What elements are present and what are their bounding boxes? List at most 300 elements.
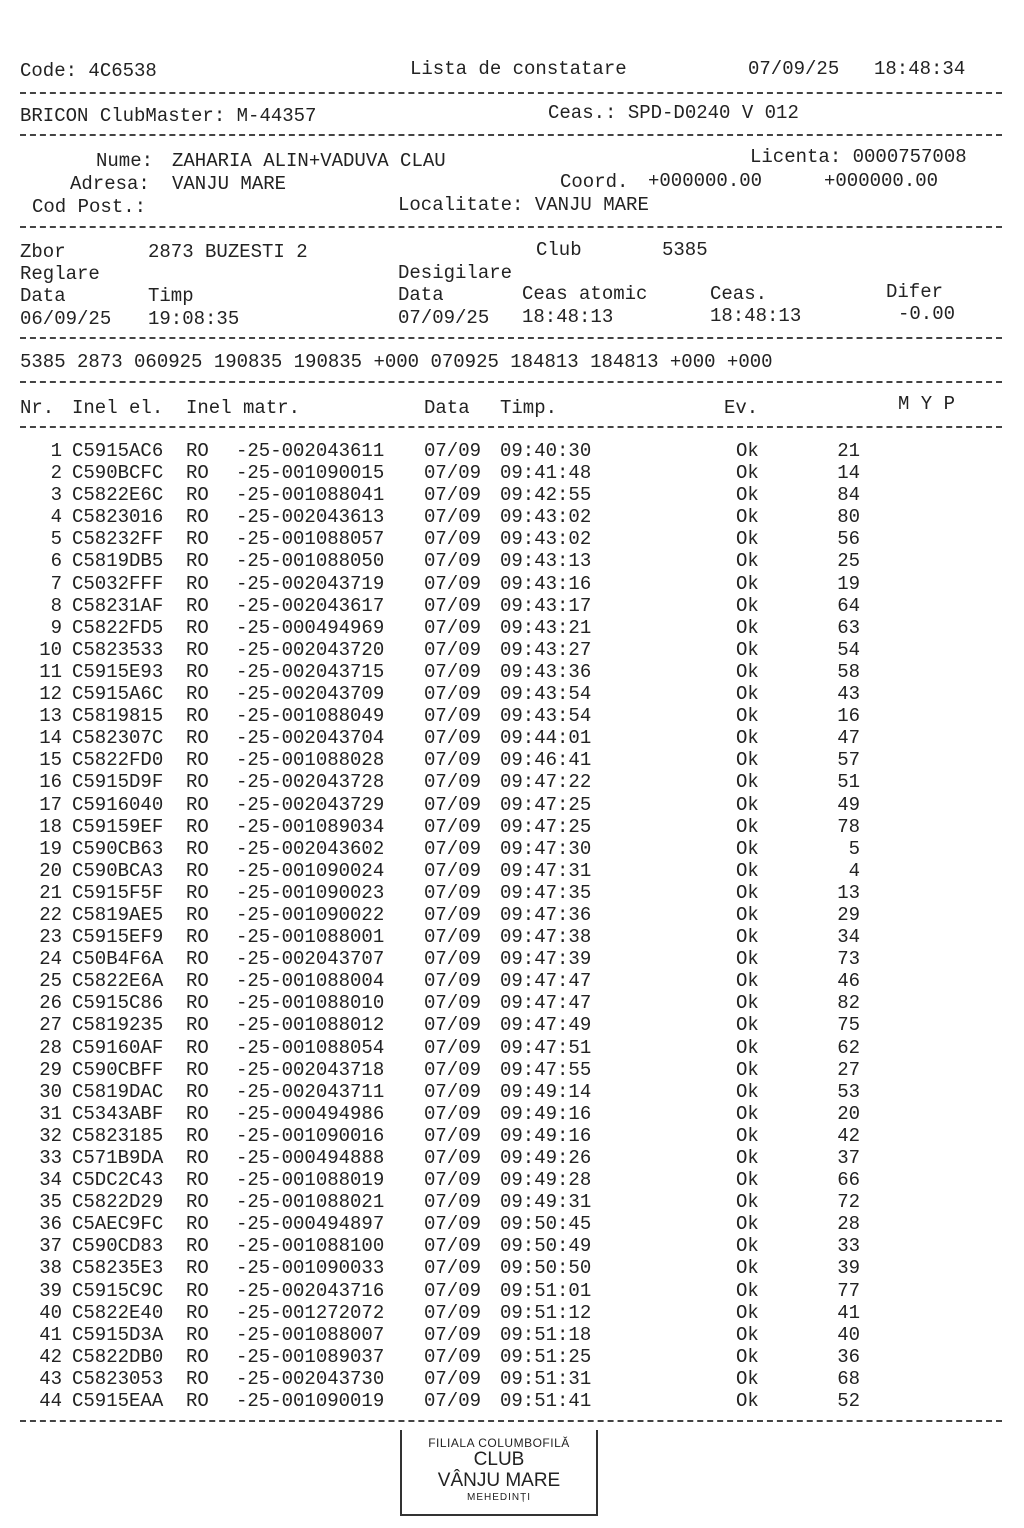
- table-row: [0, 1147, 1024, 1169]
- row-value: 20: [837, 1102, 860, 1125]
- arrival-date: 07/09: [424, 462, 482, 485]
- row-value: 41: [837, 1301, 860, 1324]
- clock-id: Ceas.: SPD-D0240 V 012: [548, 102, 799, 124]
- event-status: Ok: [736, 484, 759, 507]
- event-status: Ok: [736, 550, 759, 573]
- row-number: 19: [39, 837, 62, 860]
- ring-number: -25-002043715: [236, 660, 385, 683]
- table-row: [0, 838, 1024, 860]
- table-row: [0, 705, 1024, 727]
- ring-number: -25-001088049: [236, 705, 385, 728]
- arrival-date: 07/09: [424, 660, 482, 683]
- event-status: Ok: [736, 1390, 759, 1413]
- row-number: 6: [50, 550, 62, 573]
- row-number: 37: [39, 1235, 62, 1258]
- ring-electronic: C58235E3: [72, 1257, 164, 1280]
- ring-country: RO: [186, 1213, 209, 1236]
- arrival-time: 09:43:54: [500, 705, 592, 728]
- col-event: Ev.: [724, 397, 759, 419]
- club-number: 5385: [662, 239, 708, 261]
- arrival-date: 07/09: [424, 594, 482, 617]
- ring-country: RO: [186, 660, 209, 683]
- table-row: [0, 1390, 1024, 1412]
- club-label: Club: [536, 239, 582, 261]
- arrival-date: 07/09: [424, 550, 482, 573]
- ring-country: RO: [186, 1080, 209, 1103]
- arrival-time: 09:49:26: [500, 1147, 592, 1169]
- table-row: [0, 794, 1024, 816]
- ring-number: -25-002043711: [236, 1080, 385, 1103]
- event-status: Ok: [736, 970, 759, 993]
- row-value: 84: [837, 484, 860, 507]
- row-number: 36: [39, 1213, 62, 1236]
- row-number: 38: [39, 1257, 62, 1280]
- arrival-date: 07/09: [424, 638, 482, 661]
- row-number: 16: [39, 771, 62, 794]
- row-value: 53: [837, 1080, 860, 1103]
- arrival-time: 09:47:22: [500, 771, 592, 794]
- row-number: 24: [39, 948, 62, 971]
- ring-number: -25-001090015: [236, 462, 385, 485]
- row-value: 36: [837, 1345, 860, 1368]
- event-status: Ok: [736, 749, 759, 772]
- table-row: [0, 771, 1024, 793]
- ring-electronic: C59160AF: [72, 1036, 164, 1059]
- table-row: [0, 904, 1024, 926]
- ring-country: RO: [186, 881, 209, 904]
- event-status: Ok: [736, 992, 759, 1015]
- arrival-time: 09:47:36: [500, 903, 592, 926]
- arrival-time: 09:51:18: [500, 1323, 592, 1346]
- row-number: 39: [39, 1279, 62, 1302]
- ring-number: -25-001088057: [236, 528, 385, 551]
- ring-number: -25-001088100: [236, 1235, 385, 1258]
- arrival-time: 09:51:25: [500, 1345, 592, 1368]
- ring-number: -25-001088050: [236, 550, 385, 573]
- arrival-time: 09:49:16: [500, 1124, 592, 1147]
- event-status: Ok: [736, 1323, 759, 1346]
- arrival-date: 07/09: [424, 1147, 482, 1169]
- event-status: Ok: [736, 903, 759, 926]
- ring-number: -25-001090019: [236, 1390, 385, 1413]
- ring-country: RO: [186, 1323, 209, 1346]
- event-status: Ok: [736, 705, 759, 728]
- ring-country: RO: [186, 484, 209, 507]
- event-status: Ok: [736, 926, 759, 949]
- arrival-time: 09:44:01: [500, 727, 592, 750]
- event-status: Ok: [736, 616, 759, 639]
- arrival-date: 07/09: [424, 903, 482, 926]
- row-number: 18: [39, 815, 62, 838]
- ring-electronic: C5822E40: [72, 1301, 164, 1324]
- row-number: 8: [50, 594, 62, 617]
- arrival-date: 07/09: [424, 771, 482, 794]
- event-status: Ok: [736, 859, 759, 882]
- col-date: Data: [424, 397, 470, 419]
- arrival-time: 09:43:17: [500, 594, 592, 617]
- setting-date-label: Data: [20, 285, 66, 307]
- ring-electronic: C5915E93: [72, 660, 164, 683]
- setting-time: 19:08:35: [148, 308, 240, 330]
- arrival-date: 07/09: [424, 1279, 482, 1302]
- arrival-time: 09:47:31: [500, 859, 592, 882]
- event-status: Ok: [736, 1102, 759, 1125]
- row-number: 9: [50, 616, 62, 639]
- arrival-date: 07/09: [424, 1080, 482, 1103]
- ring-number: -25-002043613: [236, 506, 385, 529]
- table-row: [0, 1235, 1024, 1257]
- table-row: [0, 595, 1024, 617]
- table-row: [0, 528, 1024, 550]
- ring-electronic: C5916040: [72, 793, 164, 816]
- table-row: [0, 1213, 1024, 1235]
- ring-electronic: C590CD83: [72, 1235, 164, 1258]
- row-value: 14: [837, 462, 860, 485]
- row-value: 64: [837, 594, 860, 617]
- ring-number: -25-001090033: [236, 1257, 385, 1280]
- row-value: 4: [848, 859, 860, 882]
- ring-country: RO: [186, 948, 209, 971]
- arrival-date: 07/09: [424, 1014, 482, 1037]
- arrival-date: 07/09: [424, 683, 482, 706]
- arrival-date: 07/09: [424, 1390, 482, 1413]
- row-number: 35: [39, 1191, 62, 1214]
- ring-country: RO: [186, 705, 209, 728]
- event-status: Ok: [736, 1213, 759, 1236]
- event-status: Ok: [736, 638, 759, 661]
- row-value: 77: [837, 1279, 860, 1302]
- ring-country: RO: [186, 837, 209, 860]
- event-status: Ok: [736, 948, 759, 971]
- row-number: 7: [50, 572, 62, 595]
- arrival-date: 07/09: [424, 484, 482, 507]
- ring-number: -25-001088012: [236, 1014, 385, 1037]
- arrival-time: 09:43:13: [500, 550, 592, 573]
- event-status: Ok: [736, 1257, 759, 1280]
- arrival-date: 07/09: [424, 1191, 482, 1214]
- coord-lat: +000000.00: [648, 170, 763, 192]
- unsealing-atomic-time: 18:48:13: [522, 306, 614, 328]
- ring-country: RO: [186, 1390, 209, 1413]
- ring-country: RO: [186, 462, 209, 485]
- arrival-time: 09:50:50: [500, 1257, 592, 1280]
- arrival-date: 07/09: [424, 1323, 482, 1346]
- arrival-date: 07/09: [424, 727, 482, 750]
- ring-country: RO: [186, 793, 209, 816]
- event-status: Ok: [736, 1058, 759, 1081]
- ring-electronic: C5343ABF: [72, 1102, 164, 1125]
- ring-number: -25-000494897: [236, 1213, 385, 1236]
- clock-difference: -0.00: [898, 303, 956, 325]
- row-value: 25: [837, 550, 860, 573]
- unsealing-date: 07/09/25: [398, 307, 490, 329]
- ring-electronic: C590CB63: [72, 837, 164, 860]
- arrival-time: 09:47:39: [500, 948, 592, 971]
- arrival-date: 07/09: [424, 1257, 482, 1280]
- unsealing-label: Desigilare: [398, 262, 513, 284]
- print-time: 18:48:34: [874, 58, 966, 80]
- row-number: 13: [39, 705, 62, 728]
- table-row: [0, 727, 1024, 749]
- summary-code-line: 5385 2873 060925 190835 190835 +000 070925 184813 184813 +000 +000: [20, 351, 773, 373]
- ring-number: -25-002043718: [236, 1058, 385, 1081]
- ring-number: -25-001090023: [236, 881, 385, 904]
- ring-electronic: C5915D9F: [72, 771, 164, 794]
- event-status: Ok: [736, 1080, 759, 1103]
- ring-number: -25-001088010: [236, 992, 385, 1015]
- arrival-date: 07/09: [424, 859, 482, 882]
- code-label: Code: 4C6538: [20, 60, 157, 82]
- event-status: Ok: [736, 1345, 759, 1368]
- table-row: [0, 926, 1024, 948]
- arrival-time: 09:46:41: [500, 749, 592, 772]
- ring-country: RO: [186, 970, 209, 993]
- arrival-date: 07/09: [424, 837, 482, 860]
- row-value: 68: [837, 1367, 860, 1390]
- ring-electronic: C5915EF9: [72, 926, 164, 949]
- event-status: Ok: [736, 1367, 759, 1390]
- arrival-date: 07/09: [424, 616, 482, 639]
- ring-country: RO: [186, 594, 209, 617]
- table-row: [0, 860, 1024, 882]
- ring-country: RO: [186, 1301, 209, 1324]
- ring-country: RO: [186, 506, 209, 529]
- table-row: [0, 550, 1024, 572]
- ring-number: -25-001089037: [236, 1345, 385, 1368]
- row-number: 31: [39, 1102, 62, 1125]
- ring-number: -25-002043729: [236, 793, 385, 816]
- ring-number: -25-002043704: [236, 727, 385, 750]
- arrival-date: 07/09: [424, 1058, 482, 1081]
- ring-number: -25-002043720: [236, 638, 385, 661]
- table-row: [0, 617, 1024, 639]
- table-row: [0, 1081, 1024, 1103]
- row-value: 57: [837, 749, 860, 772]
- locality: Localitate: VANJU MARE: [398, 194, 649, 216]
- ring-electronic: C590BCFC: [72, 462, 164, 485]
- row-value: 21: [837, 440, 860, 462]
- row-value: 63: [837, 616, 860, 639]
- separator: [20, 1420, 1002, 1422]
- clock-label: Ceas.: [710, 283, 768, 305]
- ring-number: -25-001088021: [236, 1191, 385, 1214]
- event-status: Ok: [736, 793, 759, 816]
- ring-electronic: C5823185: [72, 1124, 164, 1147]
- ring-country: RO: [186, 1279, 209, 1302]
- table-row: [0, 1368, 1024, 1390]
- ring-number: -25-002043709: [236, 683, 385, 706]
- ring-electronic: C5819815: [72, 705, 164, 728]
- arrival-date: 07/09: [424, 881, 482, 904]
- ring-number: -25-002043602: [236, 837, 385, 860]
- row-value: 56: [837, 528, 860, 551]
- ring-electronic: C5822FD5: [72, 616, 164, 639]
- ring-electronic: C5915C86: [72, 992, 164, 1015]
- arrival-date: 07/09: [424, 749, 482, 772]
- owner-address: VANJU MARE: [172, 173, 287, 195]
- flight-name: 2873 BUZESTI 2: [148, 241, 308, 263]
- setting-date: 06/09/25: [20, 308, 112, 330]
- arrival-time: 09:43:02: [500, 506, 592, 529]
- col-ring-number: Inel matr.: [186, 397, 301, 419]
- ring-country: RO: [186, 815, 209, 838]
- arrival-date: 07/09: [424, 1301, 482, 1324]
- row-value: 16: [837, 705, 860, 728]
- arrival-time: 09:43:21: [500, 616, 592, 639]
- ring-country: RO: [186, 926, 209, 949]
- table-row: [0, 992, 1024, 1014]
- arrival-date: 07/09: [424, 948, 482, 971]
- ring-electronic: C5915EAA: [72, 1390, 164, 1413]
- arrival-time: 09:49:16: [500, 1102, 592, 1125]
- unsealing-clock-time: 18:48:13: [710, 305, 802, 327]
- ring-electronic: C571B9DA: [72, 1147, 164, 1169]
- ring-electronic: C5915AC6: [72, 440, 164, 462]
- arrival-time: 09:47:25: [500, 815, 592, 838]
- row-number: 44: [39, 1390, 62, 1413]
- arrival-date: 07/09: [424, 506, 482, 529]
- arrival-date: 07/09: [424, 1213, 482, 1236]
- ring-electronic: C5822FD0: [72, 749, 164, 772]
- row-number: 1: [50, 440, 62, 462]
- arrival-time: 09:50:49: [500, 1235, 592, 1258]
- club-stamp: [400, 1430, 598, 1516]
- ring-country: RO: [186, 550, 209, 573]
- ring-electronic: C582307C: [72, 727, 164, 750]
- event-status: Ok: [736, 528, 759, 551]
- row-number: 10: [39, 638, 62, 661]
- row-number: 27: [39, 1014, 62, 1037]
- arrival-time: 09:49:14: [500, 1080, 592, 1103]
- row-value: 40: [837, 1323, 860, 1346]
- event-status: Ok: [736, 660, 759, 683]
- row-number: 3: [50, 484, 62, 507]
- table-row: [0, 1191, 1024, 1213]
- separator: [20, 426, 1002, 428]
- arrival-date: 07/09: [424, 1036, 482, 1059]
- row-value: 34: [837, 926, 860, 949]
- table-row: [0, 1125, 1024, 1147]
- row-number: 40: [39, 1301, 62, 1324]
- row-value: 73: [837, 948, 860, 971]
- document-title: Lista de constatare: [410, 58, 627, 80]
- arrival-time: 09:50:45: [500, 1213, 592, 1236]
- row-value: 27: [837, 1058, 860, 1081]
- ring-electronic: C5915D3A: [72, 1323, 164, 1346]
- table-row: [0, 1302, 1024, 1324]
- table-row: [0, 1103, 1024, 1125]
- arrival-date: 07/09: [424, 1235, 482, 1258]
- event-status: Ok: [736, 594, 759, 617]
- ring-number: -25-002043611: [236, 440, 385, 462]
- table-row: [0, 749, 1024, 771]
- row-number: 25: [39, 970, 62, 993]
- event-status: Ok: [736, 881, 759, 904]
- event-status: Ok: [736, 815, 759, 838]
- table-row: [0, 882, 1024, 904]
- ring-country: RO: [186, 1014, 209, 1037]
- event-status: Ok: [736, 1036, 759, 1059]
- address-label: Adresa:: [70, 173, 150, 195]
- arrival-time: 09:42:55: [500, 484, 592, 507]
- separator: [20, 92, 1002, 94]
- print-date: 07/09/25: [748, 58, 840, 80]
- arrival-time: 09:43:27: [500, 638, 592, 661]
- stamp-line-2: CLUB: [473, 1449, 525, 1470]
- arrival-list: [0, 440, 1024, 1412]
- row-value: 52: [837, 1390, 860, 1413]
- ring-country: RO: [186, 1147, 209, 1169]
- arrival-time: 09:47:30: [500, 837, 592, 860]
- row-number: 42: [39, 1345, 62, 1368]
- ring-electronic: C5819235: [72, 1014, 164, 1037]
- arrival-date: 07/09: [424, 1367, 482, 1390]
- ring-number: -25-000494888: [236, 1147, 385, 1169]
- ring-electronic: C58232FF: [72, 528, 164, 551]
- ring-country: RO: [186, 683, 209, 706]
- ring-electronic: C5822DB0: [72, 1345, 164, 1368]
- row-number: 22: [39, 903, 62, 926]
- arrival-date: 07/09: [424, 1169, 482, 1192]
- table-row: [0, 1059, 1024, 1081]
- arrival-date: 07/09: [424, 572, 482, 595]
- ring-electronic: C590BCA3: [72, 859, 164, 882]
- row-value: 49: [837, 793, 860, 816]
- arrival-time: 09:51:01: [500, 1279, 592, 1302]
- stamp-line-1: FILIALA COLUMBOFILĂ: [428, 1436, 570, 1450]
- arrival-time: 09:47:35: [500, 881, 592, 904]
- ring-country: RO: [186, 616, 209, 639]
- event-status: Ok: [736, 572, 759, 595]
- arrival-time: 09:43:54: [500, 683, 592, 706]
- ring-number: -25-002043719: [236, 572, 385, 595]
- event-status: Ok: [736, 1124, 759, 1147]
- arrival-time: 09:47:47: [500, 992, 592, 1015]
- name-label: Nume:: [96, 150, 154, 172]
- row-value: 19: [837, 572, 860, 595]
- difference-label: Difer: [886, 281, 944, 303]
- ring-electronic: C5819AE5: [72, 903, 164, 926]
- ring-electronic: C5822E6C: [72, 484, 164, 507]
- row-number: 2: [50, 462, 62, 485]
- ring-electronic: C5032FFF: [72, 572, 164, 595]
- arrival-time: 09:49:31: [500, 1191, 592, 1214]
- ring-number: -25-001090022: [236, 903, 385, 926]
- row-value: 54: [837, 638, 860, 661]
- arrival-date: 07/09: [424, 1124, 482, 1147]
- table-row: [0, 639, 1024, 661]
- arrival-time: 09:41:48: [500, 462, 592, 485]
- ring-number: -25-001088007: [236, 1323, 385, 1346]
- ring-number: -25-001088001: [236, 926, 385, 949]
- table-row: [0, 1324, 1024, 1346]
- ring-number: -25-001272072: [236, 1301, 385, 1324]
- ring-country: RO: [186, 1102, 209, 1125]
- arrival-time: 09:51:31: [500, 1367, 592, 1390]
- setting-label: Reglare: [20, 263, 100, 285]
- event-status: Ok: [736, 1235, 759, 1258]
- ring-number: -25-002043730: [236, 1367, 385, 1390]
- stamp-line-4: MEHEDINȚI: [467, 1492, 531, 1503]
- row-value: 33: [837, 1235, 860, 1258]
- separator: [20, 226, 1002, 228]
- row-number: 23: [39, 926, 62, 949]
- row-number: 15: [39, 749, 62, 772]
- event-status: Ok: [736, 506, 759, 529]
- ring-number: -25-000494969: [236, 616, 385, 639]
- col-ring-electronic: Inel el.: [72, 397, 164, 419]
- ring-country: RO: [186, 1058, 209, 1081]
